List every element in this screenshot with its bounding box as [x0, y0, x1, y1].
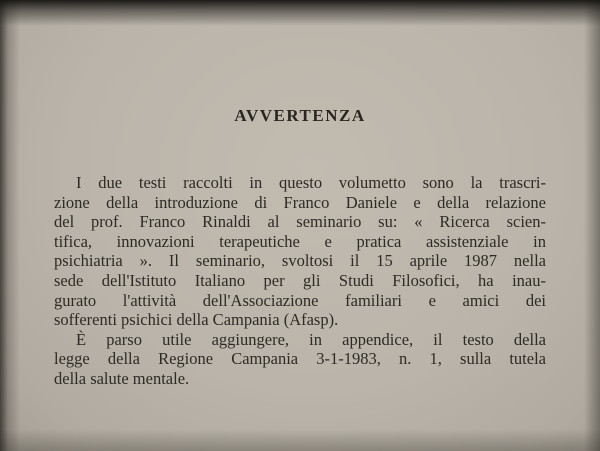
text-line: legge della Regione Campania 3-1-1983, n. 1, sulla tutela: [54, 349, 546, 369]
text-line: gurato l'attività dell'Associazione familiari e amici dei: [54, 290, 546, 310]
text-line: sofferenti psichici della Campania (Afasp).: [54, 310, 339, 330]
page-title: AVVERTENZA: [234, 106, 366, 125]
text-line: psichiatria ». Il seminario, svoltosi il 15 aprile 1987 nella: [54, 251, 546, 271]
text-line: zione della introduzione di Franco Daniele e della relazione: [54, 192, 546, 212]
paragraph: [54, 330, 546, 389]
text-block: [54, 173, 546, 389]
text-line: I due testi raccolti in questo volumetto sono la trascri-: [76, 173, 546, 192]
text-line: sede dell'Istituto Italiano per gli Studi Filosofici, ha inau-: [54, 270, 546, 290]
text-line: del prof. Franco Rinaldi al seminario su: « Ricerca scien-: [54, 212, 546, 232]
text-line: È parso utile aggiungere, in appendice, il testo della: [76, 329, 546, 349]
text-line: della salute mentale.: [54, 368, 190, 388]
paragraph: [54, 173, 546, 330]
text-line: tifica, innovazioni terapeutiche e pratica assistenziale in: [54, 231, 546, 251]
